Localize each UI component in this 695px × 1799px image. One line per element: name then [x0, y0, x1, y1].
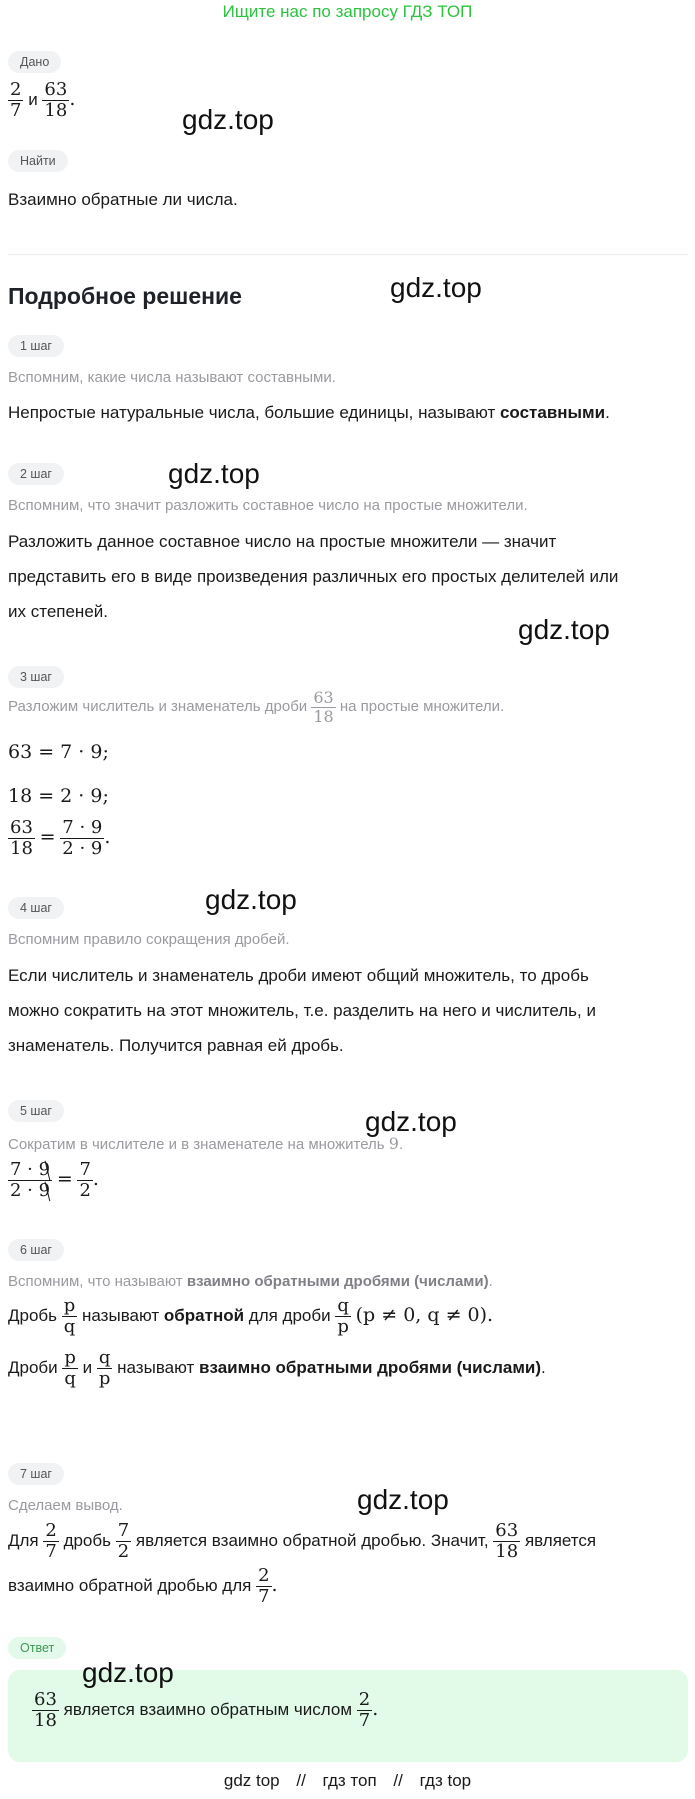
crossed-nine-bottom: 9 — [38, 1179, 51, 1201]
equation-18: 18 = 2 · 9; — [8, 785, 109, 807]
hint-fraction-63-18: $\frac{63}{18}$ — [313, 688, 334, 726]
footer-sep-2: // — [393, 1771, 403, 1790]
step7-hint: Сделаем вывод. — [8, 1497, 123, 1514]
equation-fraction: $\frac{63}{18}$ = $\frac{7 \cdot 9}{2 \cdot 9}$ . — [10, 817, 111, 859]
watermark-5: gdz.top — [205, 884, 297, 915]
given-fractions: $\frac{2}{7}$ и $\frac{63}{18}$ . — [10, 79, 76, 121]
watermark-2: gdz.top — [390, 272, 482, 303]
step7-line-1: Для $\frac{2}{7}$ дробь $\frac{7}{2}$ является взаимно обратной дробью. Значит, $\frac{63}{18}$ является — [8, 1520, 597, 1562]
chip-given: Дано — [8, 51, 61, 73]
step4-line-3: знаменатель. Получится равная ей дробь. — [8, 1036, 344, 1055]
chip-step-7: 7 шаг — [8, 1463, 64, 1485]
chip-step-3: 3 шаг — [8, 666, 64, 688]
chip-step-6: 6 шаг — [8, 1239, 64, 1261]
footer-link-3[interactable]: гдз top — [419, 1771, 472, 1790]
equation-63: 63 = 7 · 9; — [8, 741, 109, 763]
chip-step-2: 2 шаг — [8, 463, 64, 485]
step4-line-2: можно сократить на этот множитель, т.е. разделить на него и числитель, и — [8, 1001, 596, 1020]
fraction-2-7: $\frac{2}{7}$ — [10, 79, 22, 121]
chip-step-1: 1 шаг — [8, 335, 64, 357]
step7-line-2: взаимно обратной дробью для $\frac{2}{7}$ . — [8, 1565, 278, 1607]
cancellation-equation: $\frac{7 \cdot 9}{2 \cdot 9}$ = $\frac{7}{2}$ . — [10, 1159, 99, 1201]
step2-line-1: Разложить данное составное число на простые множители — значит — [8, 532, 557, 551]
step6-line-2: Дроби $\frac{p}{q}$ и $\frac{q}{p}$ называют взаимно обратными дробями (числами). — [8, 1347, 546, 1389]
chip-answer: Ответ — [8, 1637, 66, 1659]
chip-step-4: 4 шаг — [8, 897, 64, 919]
step4-hint: Вспомним правило сокращения дробей. — [8, 931, 290, 948]
find-text: Взаимно обратные ли числа. — [8, 190, 238, 209]
solution-title: Подробное решение — [8, 283, 242, 309]
watermark-8: gdz.top — [82, 1657, 174, 1688]
fraction-63-18: $\frac{63}{18}$ — [44, 79, 68, 121]
step6-line-1: Дробь $\frac{p}{q}$ называют обратной для дроби $\frac{q}{p}$ (p ≠ 0, q ≠ 0). — [8, 1295, 494, 1337]
watermark-6: gdz.top — [365, 1106, 457, 1137]
watermark-1: gdz.top — [182, 104, 274, 135]
step1-hint: Вспомним, какие числа называют составными. — [8, 369, 336, 386]
footer-links — [0, 1771, 695, 1791]
footer-link-1[interactable]: gdz top — [223, 1771, 280, 1790]
step4-line-1: Если числитель и знаменатель дроби имеют общий множитель, то дробь — [8, 966, 589, 985]
watermark-4: gdz.top — [518, 614, 610, 645]
step1-text: Непростые натуральные числа, большие единицы, называют составными. — [8, 403, 610, 422]
footer-sep-1: // — [296, 1771, 306, 1790]
step2-line-3: их степеней. — [8, 602, 108, 621]
watermark-7: gdz.top — [357, 1484, 449, 1515]
watermark-3: gdz.top — [168, 458, 260, 489]
crossed-nine-top: 9 — [38, 1159, 51, 1180]
chip-step-5: 5 шаг — [8, 1100, 64, 1122]
step3-hint: Разложим числитель и знаменатель дроби $\frac{63}{18}$ на простые множители. — [8, 688, 505, 726]
step2-line-2: представить его в виде произведения различных его простых делителей или — [8, 567, 619, 586]
and-text: и — [28, 89, 38, 109]
chip-find: Найти — [8, 150, 68, 172]
step2-hint: Вспомним, что значит разложить составное число на простые множители. — [8, 497, 528, 514]
footer-link-2[interactable]: гдз топ — [322, 1771, 377, 1790]
step6-hint: Вспомним, что называют взаимно обратными дробями (числами). — [8, 1273, 493, 1290]
divider — [8, 254, 688, 255]
step5-hint: Сократим в числителе и в знаменателе на множитель 9. — [8, 1134, 404, 1153]
answer-text: $\frac{63}{18}$ является взаимно обратным числом $\frac{2}{7}$ . — [34, 1689, 379, 1731]
top-banner: Ищите нас по запросу ГДЗ ТОП — [222, 2, 473, 21]
